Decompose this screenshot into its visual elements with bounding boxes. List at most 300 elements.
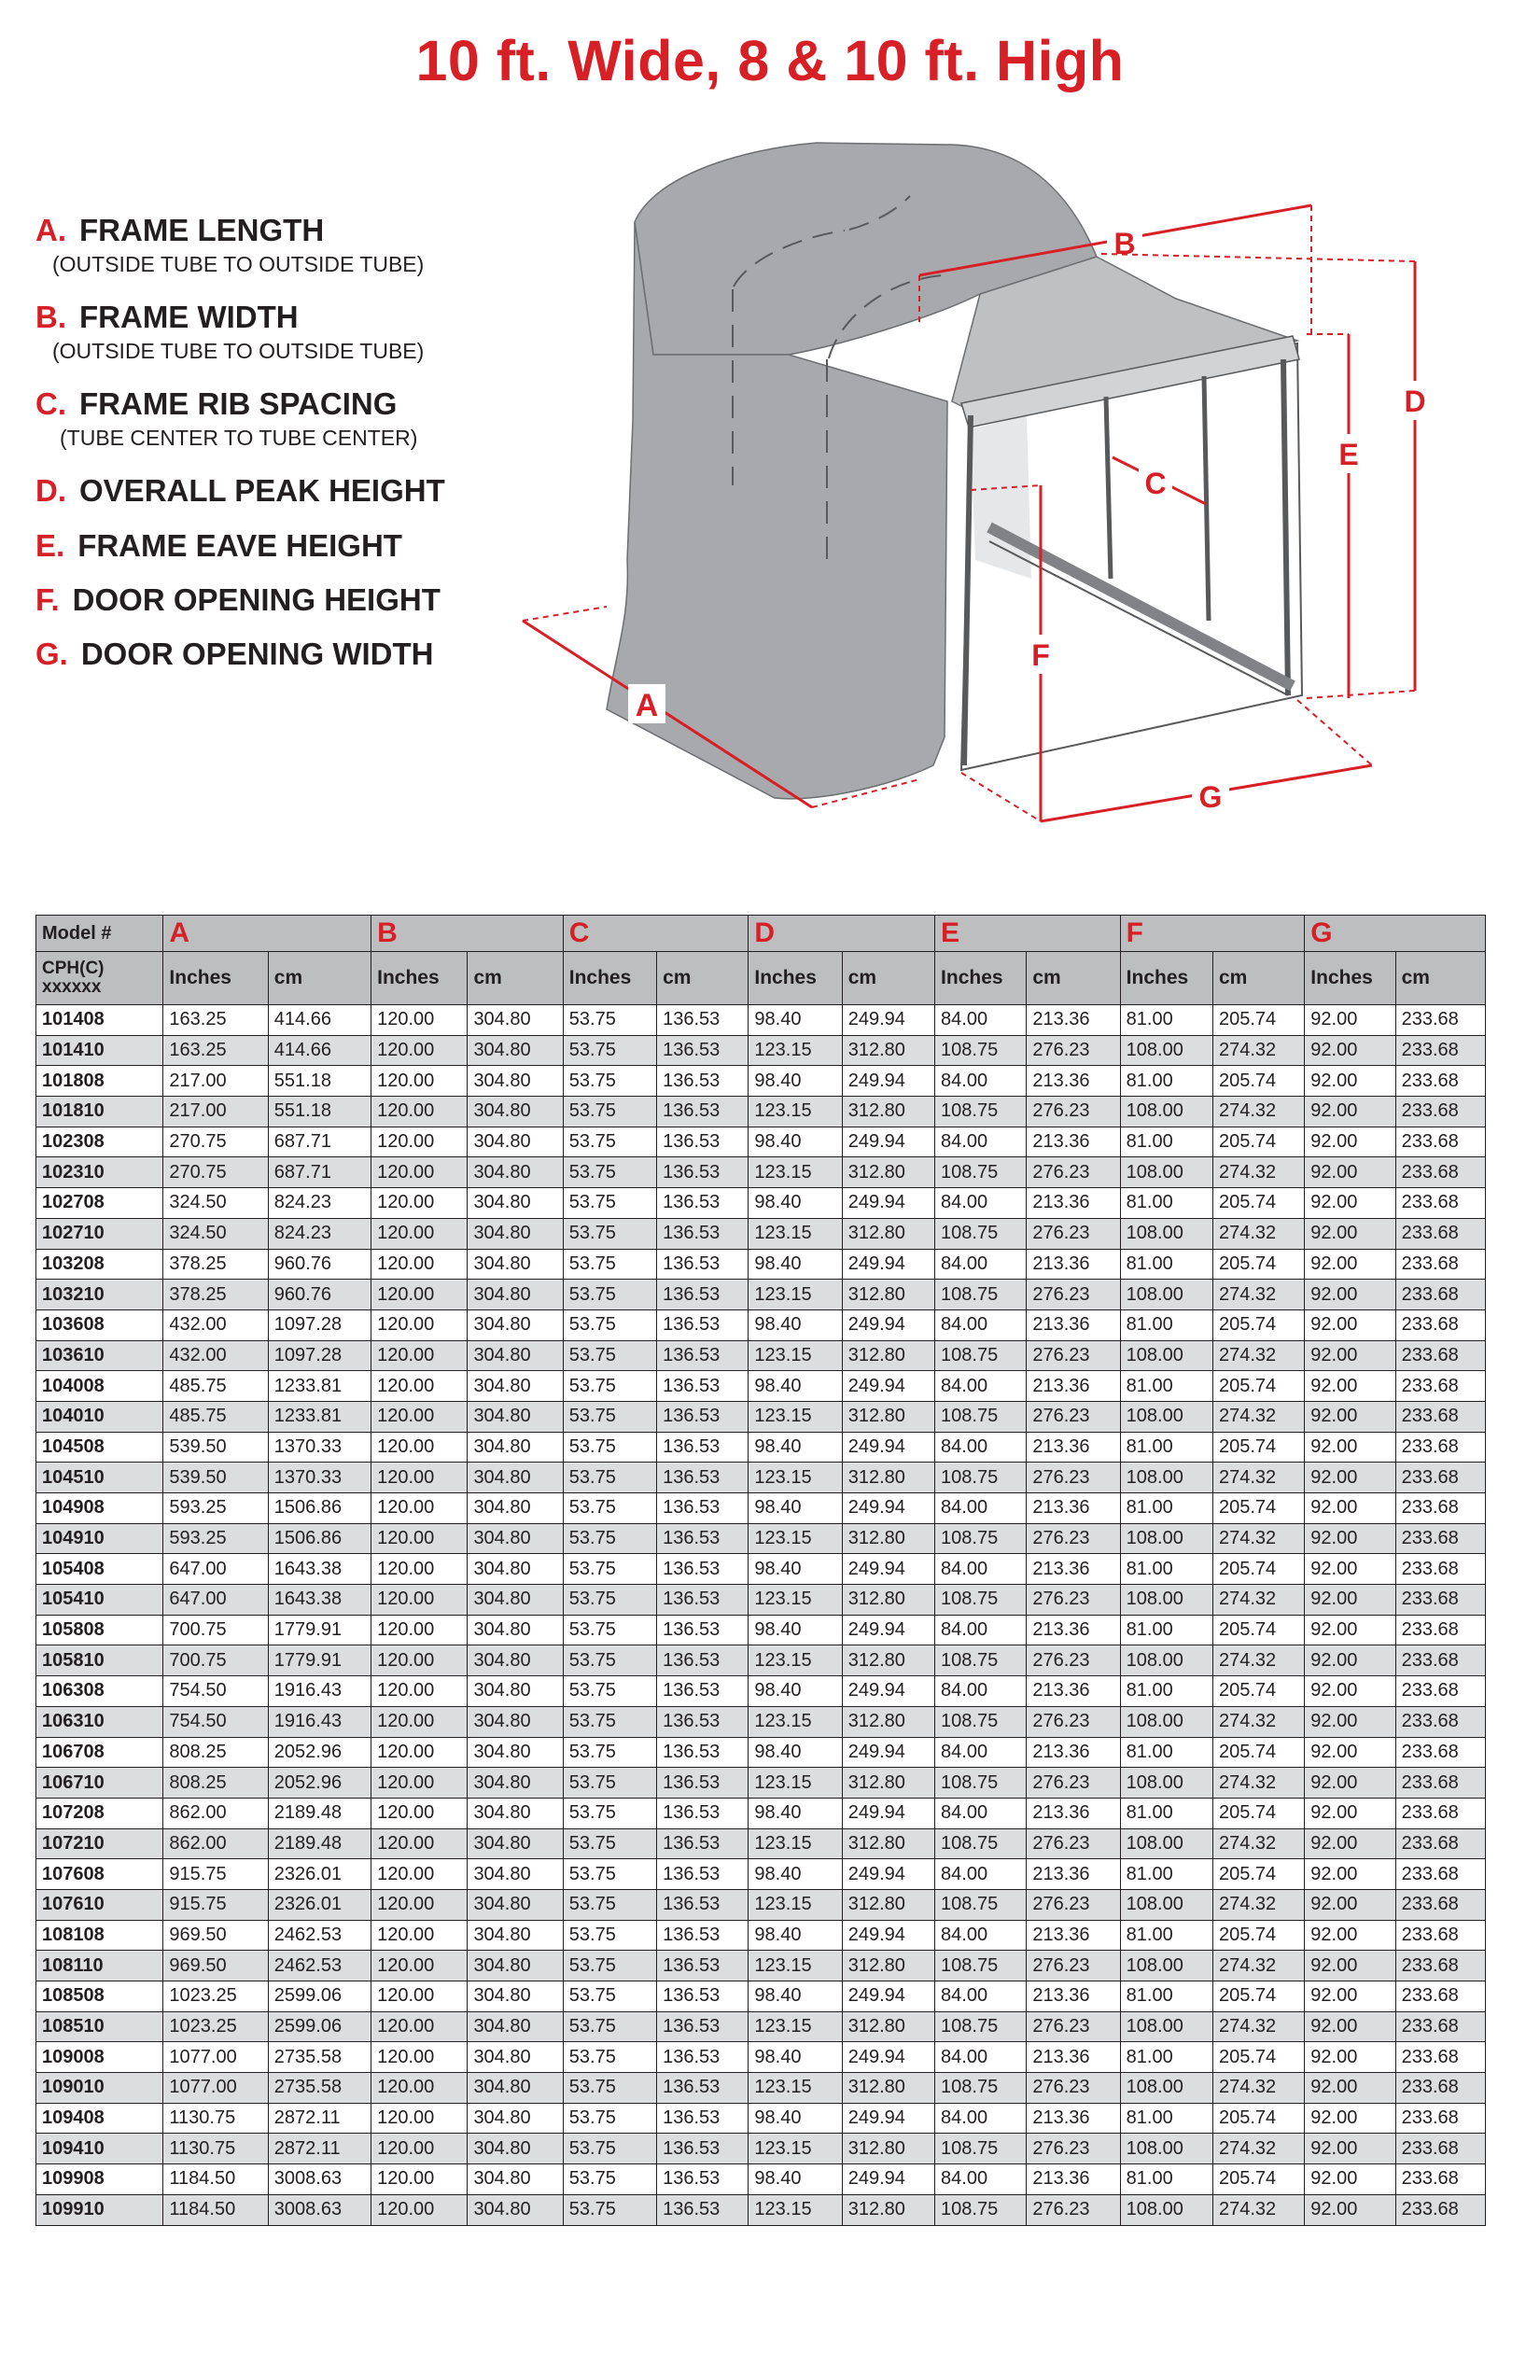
inches-cell: 84.00 bbox=[935, 1676, 1027, 1707]
cm-cell: 304.80 bbox=[468, 1188, 563, 1219]
inches-cell: 53.75 bbox=[563, 2011, 656, 2042]
group-header-d: D bbox=[749, 916, 935, 952]
inches-cell: 92.00 bbox=[1305, 1066, 1395, 1097]
cm-cell: 312.80 bbox=[842, 1523, 934, 1554]
inches-cell: 81.00 bbox=[1120, 1615, 1212, 1645]
inches-cell: 92.00 bbox=[1305, 1463, 1395, 1493]
model-number-cell: 104010 bbox=[36, 1401, 163, 1432]
inches-cell: 53.75 bbox=[563, 2164, 656, 2195]
inches-cell: 84.00 bbox=[935, 1309, 1027, 1340]
inches-cell: 92.00 bbox=[1305, 2073, 1395, 2104]
dimension-a-label: A bbox=[635, 688, 659, 723]
inches-cell: 92.00 bbox=[1305, 1828, 1395, 1859]
model-number-cell: 107210 bbox=[36, 1828, 163, 1859]
inches-cell: 108.75 bbox=[935, 1218, 1027, 1249]
legend-letter: B. bbox=[35, 300, 66, 334]
cm-cell: 136.53 bbox=[657, 2134, 749, 2164]
cm-cell: 213.36 bbox=[1027, 1309, 1120, 1340]
model-number-cell: 104008 bbox=[36, 1371, 163, 1402]
inches-cell: 123.15 bbox=[749, 1768, 842, 1799]
cm-cell: 1097.28 bbox=[268, 1309, 371, 1340]
cm-cell: 274.32 bbox=[1212, 1463, 1304, 1493]
cm-cell: 213.36 bbox=[1027, 1737, 1120, 1768]
inches-cell: 92.00 bbox=[1305, 1889, 1395, 1920]
inches-cell: 92.00 bbox=[1305, 1309, 1395, 1340]
inches-cell: 108.00 bbox=[1120, 1340, 1212, 1371]
cm-cell: 249.94 bbox=[842, 1005, 934, 1036]
cm-cell: 2326.01 bbox=[268, 1859, 371, 1890]
cm-cell: 274.32 bbox=[1212, 1097, 1304, 1127]
cm-cell: 233.68 bbox=[1395, 1432, 1485, 1463]
inches-cell: 120.00 bbox=[371, 1768, 468, 1799]
cm-cell: 312.80 bbox=[842, 2011, 934, 2042]
cm-cell: 205.74 bbox=[1212, 1432, 1304, 1463]
cm-cell: 205.74 bbox=[1212, 1188, 1304, 1219]
inches-cell: 98.40 bbox=[749, 1920, 842, 1951]
inches-cell: 969.50 bbox=[163, 1920, 268, 1951]
inches-cell: 53.75 bbox=[563, 1920, 656, 1951]
inches-cell: 92.00 bbox=[1305, 1737, 1395, 1768]
inches-cell: 92.00 bbox=[1305, 1859, 1395, 1890]
inches-cell: 108.00 bbox=[1120, 1768, 1212, 1799]
cm-cell: 213.36 bbox=[1027, 2164, 1120, 2195]
cm-cell: 274.32 bbox=[1212, 1889, 1304, 1920]
unit-cm-header: cm bbox=[268, 952, 371, 1005]
inches-cell: 92.00 bbox=[1305, 1645, 1395, 1676]
inches-cell: 120.00 bbox=[371, 1463, 468, 1493]
inches-cell: 108.75 bbox=[935, 1157, 1027, 1188]
inches-cell: 92.00 bbox=[1305, 1981, 1395, 2012]
cm-cell: 276.23 bbox=[1027, 1645, 1120, 1676]
inches-cell: 108.75 bbox=[935, 1280, 1027, 1310]
cm-cell: 213.36 bbox=[1027, 1249, 1120, 1280]
inches-cell: 53.75 bbox=[563, 2042, 656, 2073]
inches-cell: 53.75 bbox=[563, 1676, 656, 1707]
inches-cell: 647.00 bbox=[163, 1554, 268, 1585]
inches-cell: 53.75 bbox=[563, 1859, 656, 1890]
cm-cell: 249.94 bbox=[842, 2103, 934, 2134]
inches-cell: 84.00 bbox=[935, 1737, 1027, 1768]
cm-cell: 233.68 bbox=[1395, 1889, 1485, 1920]
inches-cell: 108.75 bbox=[935, 1340, 1027, 1371]
cm-cell: 304.80 bbox=[468, 1828, 563, 1859]
cm-cell: 276.23 bbox=[1027, 2194, 1120, 2225]
inches-cell: 123.15 bbox=[749, 1157, 842, 1188]
cm-cell: 213.36 bbox=[1027, 2042, 1120, 2073]
inches-cell: 539.50 bbox=[163, 1432, 268, 1463]
cm-cell: 312.80 bbox=[842, 1889, 934, 1920]
cm-cell: 233.68 bbox=[1395, 1554, 1485, 1585]
legend-note: (OUTSIDE TUBE TO OUTSIDE TUBE) bbox=[52, 339, 425, 363]
inches-cell: 84.00 bbox=[935, 1066, 1027, 1097]
inches-cell: 108.00 bbox=[1120, 2073, 1212, 2104]
inches-cell: 92.00 bbox=[1305, 1157, 1395, 1188]
table-row bbox=[36, 2042, 1486, 2073]
inches-cell: 120.00 bbox=[371, 2073, 468, 2104]
cm-cell: 312.80 bbox=[842, 2194, 934, 2225]
cm-cell: 1643.38 bbox=[268, 1554, 371, 1585]
cm-cell: 205.74 bbox=[1212, 2164, 1304, 2195]
inches-cell: 98.40 bbox=[749, 1676, 842, 1707]
legend-note: (TUBE CENTER TO TUBE CENTER) bbox=[60, 426, 418, 450]
inches-cell: 92.00 bbox=[1305, 1585, 1395, 1616]
cm-cell: 414.66 bbox=[268, 1035, 371, 1066]
cm-cell: 136.53 bbox=[657, 1401, 749, 1432]
cm-cell: 960.76 bbox=[268, 1280, 371, 1310]
inches-cell: 98.40 bbox=[749, 1737, 842, 1768]
table-row bbox=[36, 2103, 1486, 2134]
inches-cell: 81.00 bbox=[1120, 1676, 1212, 1707]
cm-cell: 249.94 bbox=[842, 1309, 934, 1340]
model-number-cell: 104910 bbox=[36, 1523, 163, 1554]
inches-cell: 324.50 bbox=[163, 1188, 268, 1219]
inches-cell: 53.75 bbox=[563, 2103, 656, 2134]
unit-inches-header: Inches bbox=[563, 952, 656, 1005]
cm-cell: 304.80 bbox=[468, 2011, 563, 2042]
cm-cell: 205.74 bbox=[1212, 1127, 1304, 1157]
inches-cell: 120.00 bbox=[371, 2042, 468, 2073]
inches-cell: 123.15 bbox=[749, 1035, 842, 1066]
inches-cell: 84.00 bbox=[935, 1188, 1027, 1219]
inches-cell: 120.00 bbox=[371, 1554, 468, 1585]
inches-cell: 53.75 bbox=[563, 1309, 656, 1340]
cm-cell: 2462.53 bbox=[268, 1920, 371, 1951]
inches-cell: 92.00 bbox=[1305, 1432, 1395, 1463]
cm-cell: 136.53 bbox=[657, 1249, 749, 1280]
inches-cell: 81.00 bbox=[1120, 1920, 1212, 1951]
cm-cell: 205.74 bbox=[1212, 1249, 1304, 1280]
cm-cell: 213.36 bbox=[1027, 1066, 1120, 1097]
inches-cell: 92.00 bbox=[1305, 1676, 1395, 1707]
dimension-e-label: E bbox=[1338, 438, 1359, 471]
cm-cell: 312.80 bbox=[842, 1035, 934, 1066]
legend-item-f bbox=[35, 582, 441, 618]
table-row bbox=[36, 1615, 1486, 1645]
inches-cell: 81.00 bbox=[1120, 1432, 1212, 1463]
inches-cell: 92.00 bbox=[1305, 1615, 1395, 1645]
legend-label: DOOR OPENING WIDTH bbox=[80, 637, 434, 671]
inches-cell: 108.75 bbox=[935, 1951, 1027, 1981]
cm-cell: 304.80 bbox=[468, 2164, 563, 2195]
cm-cell: 136.53 bbox=[657, 1828, 749, 1859]
inches-cell: 123.15 bbox=[749, 1951, 842, 1981]
unit-cm-header: cm bbox=[1027, 952, 1120, 1005]
cm-cell: 213.36 bbox=[1027, 1127, 1120, 1157]
cm-cell: 304.80 bbox=[468, 1706, 563, 1737]
cm-cell: 276.23 bbox=[1027, 2073, 1120, 2104]
cm-cell: 551.18 bbox=[268, 1066, 371, 1097]
cm-cell: 274.32 bbox=[1212, 2194, 1304, 2225]
inches-cell: 81.00 bbox=[1120, 1798, 1212, 1828]
cm-cell: 276.23 bbox=[1027, 1097, 1120, 1127]
inches-cell: 1077.00 bbox=[163, 2073, 268, 2104]
inches-cell: 53.75 bbox=[563, 1951, 656, 1981]
table-row bbox=[36, 1737, 1486, 1768]
cm-cell: 136.53 bbox=[657, 1005, 749, 1036]
cm-cell: 304.80 bbox=[468, 1097, 563, 1127]
cm-cell: 2735.58 bbox=[268, 2042, 371, 2073]
inches-cell: 92.00 bbox=[1305, 1280, 1395, 1310]
inches-cell: 432.00 bbox=[163, 1309, 268, 1340]
cm-cell: 205.74 bbox=[1212, 1798, 1304, 1828]
cm-cell: 205.74 bbox=[1212, 1859, 1304, 1890]
inches-cell: 81.00 bbox=[1120, 2103, 1212, 2134]
inches-cell: 92.00 bbox=[1305, 2194, 1395, 2225]
inches-cell: 98.40 bbox=[749, 1981, 842, 2012]
inches-cell: 81.00 bbox=[1120, 1371, 1212, 1402]
cm-cell: 213.36 bbox=[1027, 1981, 1120, 2012]
inches-cell: 98.40 bbox=[749, 1309, 842, 1340]
inches-cell: 108.75 bbox=[935, 2011, 1027, 2042]
specifications-table bbox=[35, 915, 1486, 2226]
cm-cell: 249.94 bbox=[842, 1371, 934, 1402]
inches-cell: 84.00 bbox=[935, 1127, 1027, 1157]
cm-cell: 205.74 bbox=[1212, 1309, 1304, 1340]
cm-cell: 205.74 bbox=[1212, 1066, 1304, 1097]
table-row bbox=[36, 1859, 1486, 1890]
legend-letter: D. bbox=[35, 473, 66, 508]
inches-cell: 120.00 bbox=[371, 1981, 468, 2012]
cm-cell: 304.80 bbox=[468, 1005, 563, 1036]
dimension-g-label: G bbox=[1198, 780, 1223, 814]
model-number-cell: 101408 bbox=[36, 1005, 163, 1036]
model-number-cell: 103210 bbox=[36, 1280, 163, 1310]
inches-cell: 108.00 bbox=[1120, 1035, 1212, 1066]
cm-cell: 276.23 bbox=[1027, 1889, 1120, 1920]
cm-cell: 1370.33 bbox=[268, 1463, 371, 1493]
model-number-cell: 103608 bbox=[36, 1309, 163, 1340]
cm-cell: 233.68 bbox=[1395, 1645, 1485, 1676]
cm-cell: 249.94 bbox=[842, 1859, 934, 1890]
inches-cell: 123.15 bbox=[749, 1523, 842, 1554]
model-number-cell: 102308 bbox=[36, 1127, 163, 1157]
cm-cell: 205.74 bbox=[1212, 1371, 1304, 1402]
inches-cell: 81.00 bbox=[1120, 2042, 1212, 2073]
inches-cell: 123.15 bbox=[749, 2011, 842, 2042]
inches-cell: 217.00 bbox=[163, 1066, 268, 1097]
table-row bbox=[36, 1097, 1486, 1127]
inches-cell: 120.00 bbox=[371, 2103, 468, 2134]
unit-inches-header: Inches bbox=[1305, 952, 1395, 1005]
inches-cell: 432.00 bbox=[163, 1340, 268, 1371]
cm-cell: 304.80 bbox=[468, 1768, 563, 1799]
interior-wall bbox=[971, 415, 1031, 579]
cm-cell: 2599.06 bbox=[268, 1981, 371, 2012]
legend-label: FRAME EAVE HEIGHT bbox=[77, 528, 402, 563]
inches-cell: 270.75 bbox=[163, 1127, 268, 1157]
inches-cell: 108.75 bbox=[935, 2073, 1027, 2104]
inches-cell: 593.25 bbox=[163, 1493, 268, 1524]
cm-cell: 136.53 bbox=[657, 1218, 749, 1249]
cm-cell: 136.53 bbox=[657, 1035, 749, 1066]
cm-cell: 276.23 bbox=[1027, 1157, 1120, 1188]
cm-cell: 233.68 bbox=[1395, 1309, 1485, 1340]
cm-cell: 136.53 bbox=[657, 1676, 749, 1707]
inches-cell: 84.00 bbox=[935, 1249, 1027, 1280]
legend-label: FRAME WIDTH bbox=[79, 300, 299, 334]
cm-cell: 233.68 bbox=[1395, 1218, 1485, 1249]
model-number-cell: 105410 bbox=[36, 1585, 163, 1616]
cm-cell: 304.80 bbox=[468, 1463, 563, 1493]
inches-cell: 120.00 bbox=[371, 1676, 468, 1707]
cm-cell: 2189.48 bbox=[268, 1798, 371, 1828]
cm-cell: 233.68 bbox=[1395, 1035, 1485, 1066]
cm-cell: 136.53 bbox=[657, 1645, 749, 1676]
inches-cell: 84.00 bbox=[935, 1981, 1027, 2012]
legend-label: OVERALL PEAK HEIGHT bbox=[79, 473, 445, 508]
inches-cell: 120.00 bbox=[371, 2194, 468, 2225]
inches-cell: 53.75 bbox=[563, 1066, 656, 1097]
page-title: 10 ft. Wide, 8 & 10 ft. High bbox=[415, 29, 1125, 92]
cm-cell: 249.94 bbox=[842, 2164, 934, 2195]
cm-cell: 312.80 bbox=[842, 1401, 934, 1432]
legend-letter: A. bbox=[35, 213, 66, 247]
inches-cell: 53.75 bbox=[563, 1280, 656, 1310]
table-row bbox=[36, 2164, 1486, 2195]
cm-cell: 312.80 bbox=[842, 1706, 934, 1737]
inches-cell: 81.00 bbox=[1120, 2164, 1212, 2195]
inches-cell: 120.00 bbox=[371, 1706, 468, 1737]
cm-cell: 136.53 bbox=[657, 1097, 749, 1127]
cm-cell: 249.94 bbox=[842, 1737, 934, 1768]
cm-cell: 205.74 bbox=[1212, 2042, 1304, 2073]
cm-cell: 304.80 bbox=[468, 1554, 563, 1585]
inches-cell: 123.15 bbox=[749, 1218, 842, 1249]
table-row bbox=[36, 2011, 1486, 2042]
inches-cell: 1023.25 bbox=[163, 2011, 268, 2042]
cm-cell: 213.36 bbox=[1027, 1798, 1120, 1828]
inches-cell: 53.75 bbox=[563, 1523, 656, 1554]
cm-cell: 2872.11 bbox=[268, 2134, 371, 2164]
inches-cell: 123.15 bbox=[749, 1585, 842, 1616]
cm-cell: 2326.01 bbox=[268, 1889, 371, 1920]
inches-cell: 98.40 bbox=[749, 1188, 842, 1219]
table-row bbox=[36, 1066, 1486, 1097]
dimension-f-label: F bbox=[1031, 638, 1050, 672]
model-number-cell: 103610 bbox=[36, 1340, 163, 1371]
table-row bbox=[36, 1981, 1486, 2012]
cm-cell: 136.53 bbox=[657, 1768, 749, 1799]
model-number-cell: 105810 bbox=[36, 1645, 163, 1676]
legend-item-d bbox=[35, 473, 445, 509]
inches-cell: 108.00 bbox=[1120, 2134, 1212, 2164]
cm-cell: 1916.43 bbox=[268, 1676, 371, 1707]
inches-cell: 84.00 bbox=[935, 1554, 1027, 1585]
cm-cell: 304.80 bbox=[468, 1340, 563, 1371]
inches-cell: 120.00 bbox=[371, 1889, 468, 1920]
inches-cell: 108.00 bbox=[1120, 1951, 1212, 1981]
inches-cell: 53.75 bbox=[563, 1218, 656, 1249]
cm-cell: 233.68 bbox=[1395, 1493, 1485, 1524]
inches-cell: 378.25 bbox=[163, 1249, 268, 1280]
cm-cell: 213.36 bbox=[1027, 1676, 1120, 1707]
inches-cell: 108.00 bbox=[1120, 1645, 1212, 1676]
table-row bbox=[36, 1585, 1486, 1616]
cm-cell: 276.23 bbox=[1027, 1401, 1120, 1432]
inches-cell: 84.00 bbox=[935, 1798, 1027, 1828]
cm-cell: 233.68 bbox=[1395, 1401, 1485, 1432]
inches-cell: 120.00 bbox=[371, 1035, 468, 1066]
inches-cell: 92.00 bbox=[1305, 2164, 1395, 2195]
inches-cell: 92.00 bbox=[1305, 1768, 1395, 1799]
inches-cell: 53.75 bbox=[563, 1401, 656, 1432]
inches-cell: 81.00 bbox=[1120, 1493, 1212, 1524]
model-number-cell: 103208 bbox=[36, 1249, 163, 1280]
cm-cell: 249.94 bbox=[842, 1493, 934, 1524]
cm-cell: 274.32 bbox=[1212, 1401, 1304, 1432]
inches-cell: 808.25 bbox=[163, 1768, 268, 1799]
cm-cell: 213.36 bbox=[1027, 1615, 1120, 1645]
inches-cell: 84.00 bbox=[935, 1493, 1027, 1524]
cm-cell: 304.80 bbox=[468, 2194, 563, 2225]
cm-cell: 136.53 bbox=[657, 1127, 749, 1157]
cm-cell: 551.18 bbox=[268, 1097, 371, 1127]
cm-cell: 304.80 bbox=[468, 1066, 563, 1097]
inches-cell: 1130.75 bbox=[163, 2103, 268, 2134]
cm-cell: 136.53 bbox=[657, 1859, 749, 1890]
table-row bbox=[36, 1920, 1486, 1951]
unit-inches-header: Inches bbox=[935, 952, 1027, 1005]
inches-cell: 53.75 bbox=[563, 1585, 656, 1616]
inches-cell: 120.00 bbox=[371, 1005, 468, 1036]
inches-cell: 120.00 bbox=[371, 1798, 468, 1828]
table-row bbox=[36, 2134, 1486, 2164]
inches-cell: 108.75 bbox=[935, 1035, 1027, 1066]
inches-cell: 120.00 bbox=[371, 1371, 468, 1402]
cm-cell: 274.32 bbox=[1212, 1218, 1304, 1249]
cm-cell: 233.68 bbox=[1395, 1676, 1485, 1707]
inches-cell: 108.75 bbox=[935, 1706, 1027, 1737]
inches-cell: 53.75 bbox=[563, 1828, 656, 1859]
cm-cell: 213.36 bbox=[1027, 2103, 1120, 2134]
cm-cell: 233.68 bbox=[1395, 2103, 1485, 2134]
cm-cell: 213.36 bbox=[1027, 1371, 1120, 1402]
inches-cell: 53.75 bbox=[563, 1463, 656, 1493]
cm-cell: 312.80 bbox=[842, 1340, 934, 1371]
cm-cell: 1916.43 bbox=[268, 1706, 371, 1737]
inches-cell: 108.00 bbox=[1120, 1097, 1212, 1127]
table-row bbox=[36, 1218, 1486, 1249]
table-row bbox=[36, 1280, 1486, 1310]
inches-cell: 81.00 bbox=[1120, 1737, 1212, 1768]
inches-cell: 163.25 bbox=[163, 1005, 268, 1036]
legend-note: (OUTSIDE TUBE TO OUTSIDE TUBE) bbox=[52, 252, 425, 276]
inches-cell: 53.75 bbox=[563, 1005, 656, 1036]
inches-cell: 98.40 bbox=[749, 1859, 842, 1890]
cm-cell: 233.68 bbox=[1395, 2011, 1485, 2042]
model-number-cell: 104508 bbox=[36, 1432, 163, 1463]
inches-cell: 593.25 bbox=[163, 1523, 268, 1554]
cm-cell: 274.32 bbox=[1212, 2011, 1304, 2042]
cm-cell: 213.36 bbox=[1027, 1432, 1120, 1463]
legend-item-a bbox=[35, 213, 424, 277]
cm-cell: 312.80 bbox=[842, 1463, 934, 1493]
group-header-e: E bbox=[935, 916, 1121, 952]
inches-cell: 108.00 bbox=[1120, 1157, 1212, 1188]
inches-cell: 647.00 bbox=[163, 1585, 268, 1616]
unit-cm-header: cm bbox=[1212, 952, 1304, 1005]
inches-cell: 53.75 bbox=[563, 1188, 656, 1219]
cm-cell: 304.80 bbox=[468, 1981, 563, 2012]
cm-cell: 274.32 bbox=[1212, 1035, 1304, 1066]
cm-cell: 233.68 bbox=[1395, 1371, 1485, 1402]
inches-cell: 92.00 bbox=[1305, 1097, 1395, 1127]
cm-cell: 687.71 bbox=[268, 1157, 371, 1188]
table-row bbox=[36, 1401, 1486, 1432]
inches-cell: 270.75 bbox=[163, 1157, 268, 1188]
inches-cell: 53.75 bbox=[563, 1035, 656, 1066]
cm-cell: 1097.28 bbox=[268, 1340, 371, 1371]
